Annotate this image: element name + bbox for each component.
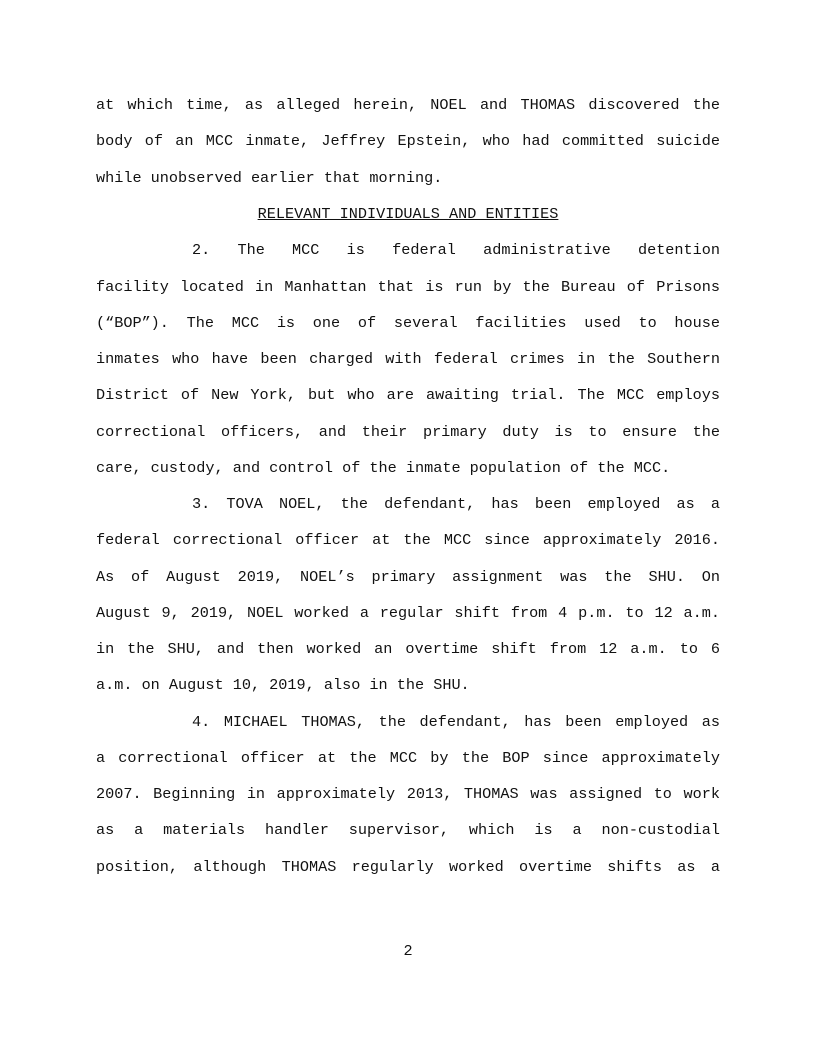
paragraph-4-line-4: as a materials handler supervisor, which is a non-custodial [96,821,720,839]
intro-line-1: at which time, as alleged herein, NOEL and THOMAS discovered the [96,96,720,114]
intro-line-3: while unobserved earlier that morning. [96,169,443,187]
paragraph-3-line-5: in the SHU, and then worked an overtime shift from 12 a.m. to 6 [96,640,720,658]
paragraph-2-line-4: inmates who have been charged with federal crimes in the Southern [96,350,720,368]
paragraph-2-line-3: (“BOP”). The MCC is one of several facilities used to house [96,314,720,332]
paragraph-3-line-3: As of August 2019, NOEL’s primary assignment was the SHU. On [96,568,720,586]
paragraph-3-line-6: a.m. on August 10, 2019, also in the SHU. [96,676,470,694]
intro-line-2: body of an MCC inmate, Jeffrey Epstein, who had committed suicide [96,132,720,150]
paragraph-2-line-2: facility located in Manhattan that is run by the Bureau of Prisons [96,278,720,296]
page-number: 2 [403,942,413,960]
paragraph-2-line-6: correctional officers, and their primary duty is to ensure the [96,423,720,441]
paragraph-2-line-7: care, custody, and control of the inmate population of the MCC. [96,459,671,477]
paragraph-4-line-1: 4. MICHAEL THOMAS, the defendant, has been employed as [192,713,720,731]
section-heading: RELEVANT INDIVIDUALS AND ENTITIES [257,205,559,223]
paragraph-3-line-1: 3. TOVA NOEL, the defendant, has been employed as a [192,495,720,513]
paragraph-2-line-5: District of New York, but who are awaiting trial. The MCC employs [96,386,720,404]
document-page [96,0,720,1056]
paragraph-3-line-2: federal correctional officer at the MCC since approximately 2016. [96,531,720,549]
paragraph-4-line-3: 2007. Beginning in approximately 2013, THOMAS was assigned to work [96,785,720,803]
paragraph-3-line-4: August 9, 2019, NOEL worked a regular shift from 4 p.m. to 12 a.m. [96,604,720,622]
paragraph-4-line-2: a correctional officer at the MCC by the BOP since approximately [96,749,720,767]
paragraph-4-line-5: position, although THOMAS regularly worked overtime shifts as a [96,858,720,876]
paragraph-2-line-1: 2. The MCC is federal administrative detention [192,241,720,259]
